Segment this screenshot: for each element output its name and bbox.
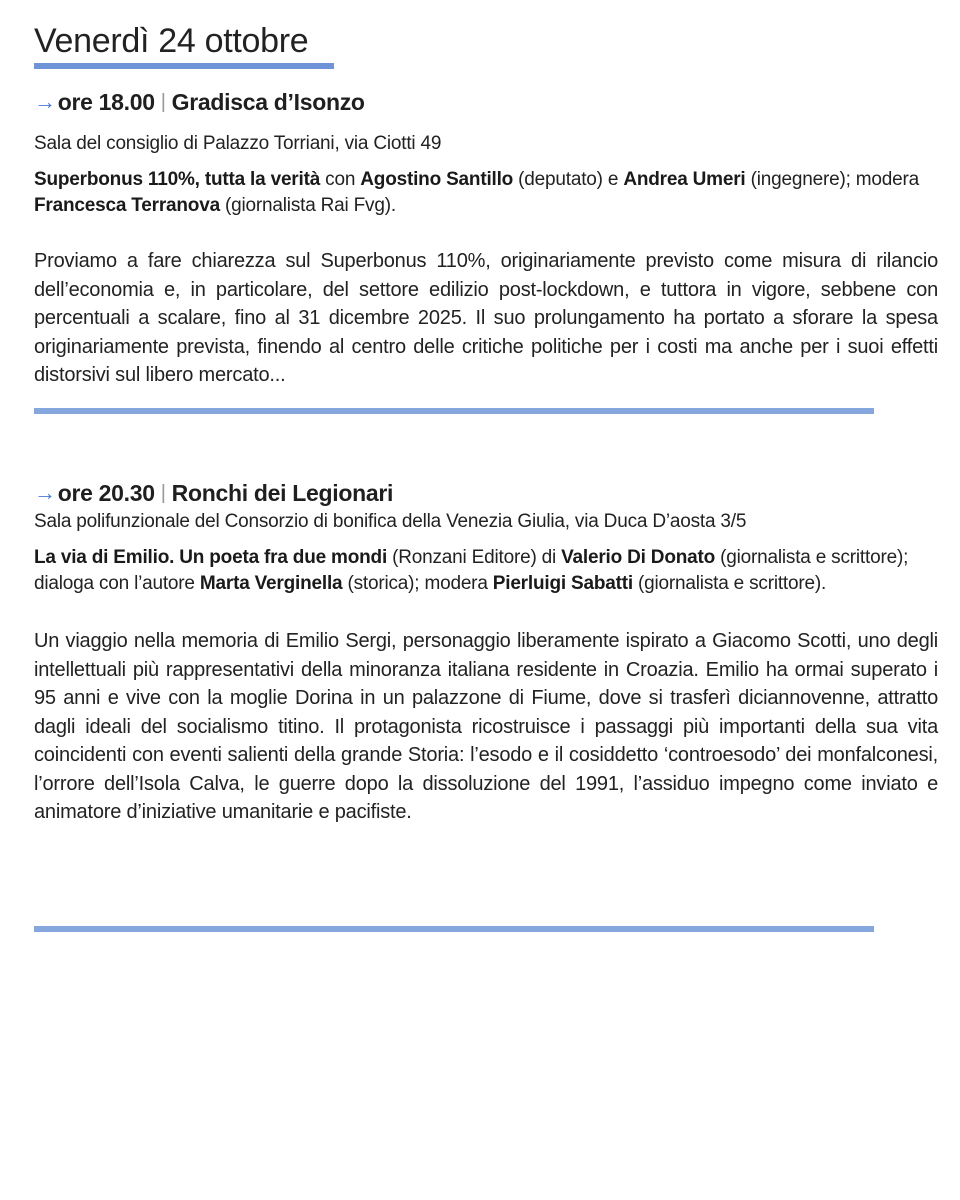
credits-text: (giornalista e scrittore). <box>632 573 827 594</box>
event-time: ore 20.30 <box>57 480 155 506</box>
arrow-right-icon: → <box>34 89 56 114</box>
event-heading <box>34 86 938 118</box>
event-heading <box>34 477 938 509</box>
event-place: Gradisca d’Isonzo <box>171 89 365 115</box>
event-place: Ronchi dei Legionari <box>171 480 394 506</box>
event-time: ore 18.00 <box>57 89 155 115</box>
speaker-name: Marta Verginella <box>199 573 343 594</box>
event-description: Un viaggio nella memoria di Emilio Sergi, personaggio liberamente ispirato a Giacomo Scotti, uno degli intellettuali più rappresentativi della minoranza italiana residente in Croazia. Emilio ha ormai superato i 95 anni e vive con la moglie Dorina in un palazzone di Fiume, dove si trasferì diciannovenne, attratto dagli ideali del socialismo titino. Il protagonista ricostruisce i passaggi più importanti della sua vita coincidenti con eventi salienti della grande Storia: l’esodo e il cosiddetto ‘controesodo’ dei monfalconesi, l’orrore dell’Isola Calva, le guerre dopo la dissoluzione del 1991, l’assiduo impegno come inviato e animatore d’iniziative umanitarie e pacifiste. <box>34 630 938 823</box>
credits-text: con <box>320 169 361 190</box>
event-venue: Sala polifunzionale del Consorzio di bonifica della Venezia Giulia, via Duca D’aosta 3/5 <box>34 511 747 532</box>
separator: | <box>160 91 166 113</box>
section-divider <box>34 408 874 414</box>
event-title: La via di Emilio. Un poeta fra due mondi <box>34 547 388 568</box>
moderator-name: Pierluigi Sabatti <box>492 573 633 594</box>
speaker-name: Andrea Umeri <box>623 169 746 190</box>
date-title: Venerdì 24 ottobre <box>34 22 309 60</box>
credits-text: (giornalista e scrittore); dialoga con l’autore <box>34 547 909 594</box>
event-title: Superbonus 110%, tutta la verità <box>34 169 321 190</box>
separator: | <box>160 482 166 504</box>
event-ronchi <box>34 477 938 827</box>
event-description: Proviamo a fare chiarezza sul Superbonus 110%, originariamente previsto come misura di rilancio dell’economia e, in particolare, del settore edilizio post-lockdown, e tuttora in vigore, sebbene con percentuali a scalare, fino al 31 dicembre 2025. Il suo prolungamento ha portato a sforare la spesa originariamente prevista, finendo al centro delle critiche politiche per i costi ma anche per i suoi effetti distorsivi sul libero mercato... <box>34 250 938 386</box>
credits-text: (deputato) e <box>513 169 624 190</box>
section-divider <box>34 926 874 932</box>
credits-text: (storica); modera <box>342 573 493 594</box>
moderator-name: Francesca Terranova <box>34 195 220 216</box>
title-underline <box>34 63 334 69</box>
credits-text: (Ronzani Editore) di <box>387 547 562 568</box>
event-credits <box>34 545 938 597</box>
arrow-right-icon: → <box>34 480 56 505</box>
credits-text: (giornalista Rai Fvg). <box>219 195 396 216</box>
event-credits <box>34 167 938 219</box>
credits-text: (ingegnere); modera <box>745 169 919 190</box>
speaker-name: Agostino Santillo <box>360 169 514 190</box>
author-name: Valerio Di Donato <box>561 547 716 568</box>
event-gradisca <box>34 86 938 390</box>
event-venue: Sala del consiglio di Palazzo Torriani, via Ciotti 49 <box>34 133 442 154</box>
